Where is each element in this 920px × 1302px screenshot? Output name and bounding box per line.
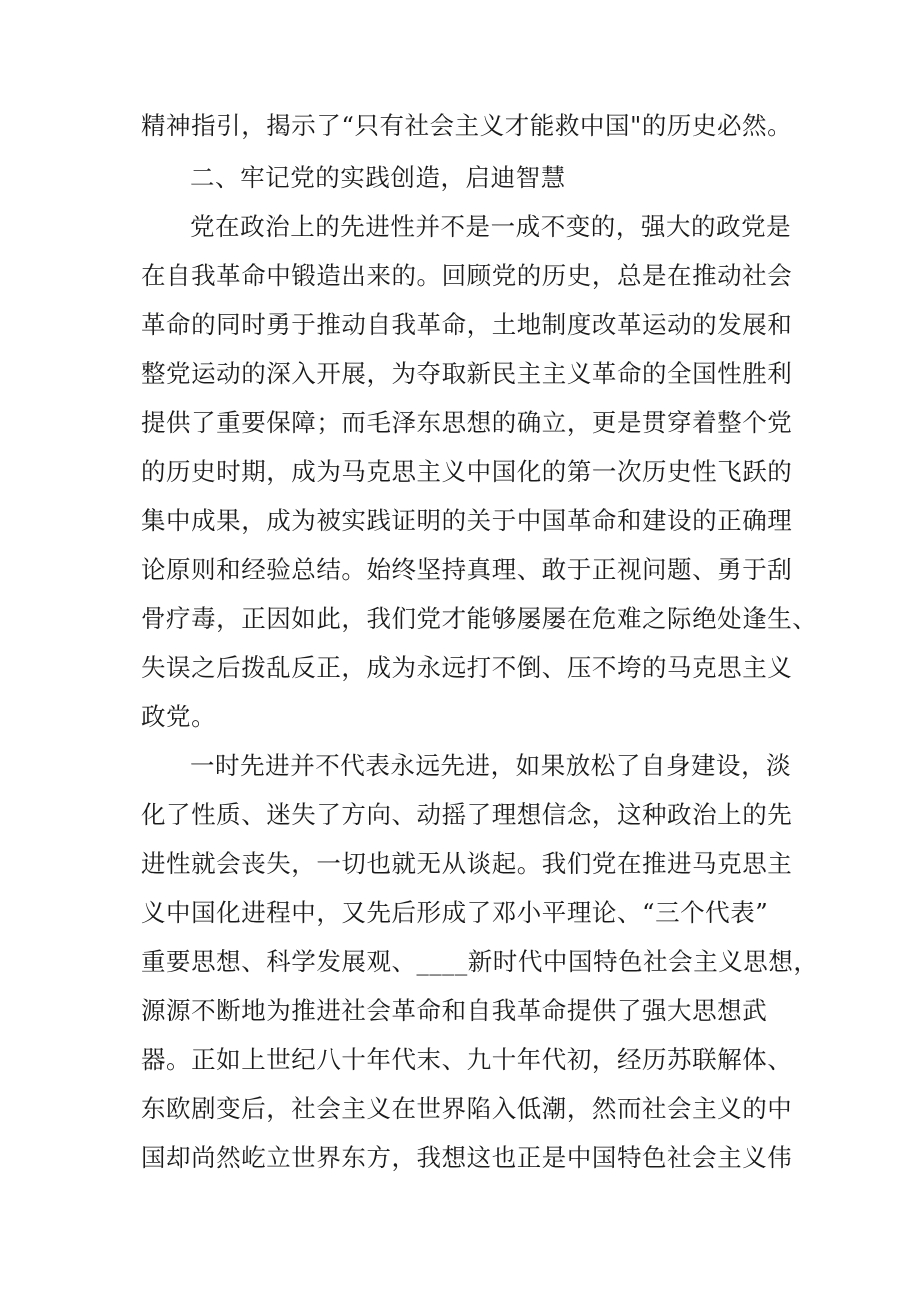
text-line: 党在政治上的先进性并不是一成不变的，强大的政党是	[190, 212, 792, 241]
text-line: 论原则和经验总结。始终坚持真理、敢于正视问题、勇于刮	[141, 555, 793, 584]
text-line: 东欧剧变后，社会主义在世界陷入低潮，然而社会主义的中	[141, 1094, 793, 1123]
section-heading: 二、牢记党的实践创造，启迪智慧	[190, 163, 566, 192]
text-line: 政党。	[141, 702, 217, 731]
text-line: 义中国化进程中，又先后形成了邓小平理论、“三个代表”	[141, 898, 769, 927]
text-line: 提供了重要保障；而毛泽东思想的确立，更是贯穿着整个党	[141, 408, 793, 437]
text-line: 源源不断地为推进社会革命和自我革命提供了强大思想武	[141, 996, 768, 1025]
text-line: 国却尚然屹立世界东方，我想这也正是中国特色社会主义伟	[141, 1143, 793, 1172]
text-line: 在自我革命中锻造出来的。回顾党的历史，总是在推动社会	[141, 261, 793, 290]
text-line: 集中成果，成为被实践证明的关于中国革命和建设的正确理	[141, 506, 793, 535]
text-line: 精神指引，揭示了“只有社会主义才能救中国"的历史必然。	[141, 111, 793, 140]
text-line: 一时先进并不代表永远先进，如果放松了自身建设，淡	[190, 751, 792, 780]
text-line: 进性就会丧失，一切也就无从谈起。我们党在推进马克思主	[141, 849, 793, 878]
text-line: 骨疗毒，正因如此，我们党才能够屡屡在危难之际绝处逢生、	[141, 604, 818, 633]
text-line: 器。正如上世纪八十年代末、九十年代初，经历苏联解体、	[141, 1045, 793, 1074]
text-line: 重要思想、科学发展观、____新时代中国特色社会主义思想，	[141, 947, 819, 976]
text-line: 的历史时期，成为马克思主义中国化的第一次历史性飞跃的	[141, 457, 793, 486]
text-line: 化了性质、迷失了方向、动摇了理想信念，这种政治上的先	[141, 800, 793, 829]
text-line: 整党运动的深入开展，为夺取新民主主义革命的全国性胜利	[141, 359, 793, 388]
text-line: 革命的同时勇于推动自我革命，土地制度改革运动的发展和	[141, 310, 793, 339]
text-line: 失误之后拨乱反正，成为永远打不倒、压不垮的马克思主义	[141, 653, 793, 682]
